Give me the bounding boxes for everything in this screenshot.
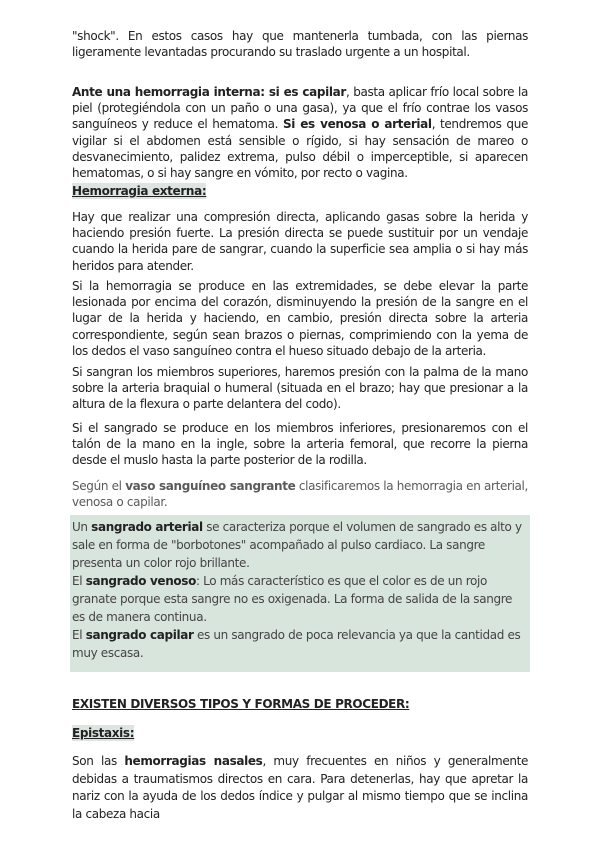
box-venoso-pre: El (72, 574, 86, 588)
bold-vaso-sangrante: vaso sanguíneo sangrante (125, 479, 296, 493)
bold-sangrado-capilar: sangrado capilar (85, 628, 194, 642)
text-clasif-1: Según el (72, 479, 126, 493)
paragraph-extremidades: Si la hemorragia se produce en las extremidades, se debe elevar la parte lesionada por encima del corazón, disminuyendo la presión de la sangre en el lugar de la herida y haciendo, en cambio, presión directa sobre la arteria correspondiente, según sean brazos o piernas, comprimiendo con la yema de los dedos el vaso sanguíneo contra el hueso situado debajo de la arteria. (72, 279, 528, 358)
box-capilar-pre: El (72, 628, 86, 642)
heading-externa-text: Hemorragia externa: (72, 184, 207, 198)
box-arterial (72, 518, 528, 572)
paragraph-compresion: Hay que realizar una compresión directa, aplicando gasas sobre la herida y haciendo presión fuerte. La presión directa se puede sustituir por un vendaje cuando la herida pare de sangrar, cuando la superficie sea amplia o si hay más heridos para atender. (72, 210, 528, 273)
text-interna-2: , tendremos que vigilar si el abdomen está sensible o rígido, si hay sensación de mareo o desvanecimiento, palidez extrema, pulso débil o imperceptible, si aparecen hematomas, o si hay sangre en vómito, por recto o vagina. (72, 117, 528, 181)
paragraph-clasificacion (72, 478, 528, 510)
text-epistaxis-1: Son las (72, 754, 125, 768)
box-capilar (72, 626, 528, 662)
highlight-box-tipos-sangrado (70, 515, 530, 672)
bold-venosa-arterial: Si es venosa o arterial (282, 117, 432, 132)
bold-sangrado-arterial: sangrado arterial (91, 520, 203, 534)
box-arterial-text: se caracteriza porque el volumen de sangrado es alto y sale en forma de "borbotones" acompañado al pulso cardiaco. La sangre presenta un color rojo brillante. (72, 520, 522, 570)
paragraph-epistaxis (72, 753, 528, 823)
box-venoso (72, 572, 528, 626)
paragraph-miembros-superiores: Si sangran los miembros superiores, haremos presión con la palma de la mano sobre la arteria braquial o humeral (situada en el brazo; hay que presionar a la altura de la flexura o parte delantera del codo). (72, 365, 528, 412)
bold-sangrado-venoso: sangrado venoso (85, 574, 196, 588)
box-venoso-text: : Lo más característico es que el color es de un rojo granate porque esta sangre no es oxigenada. La forma de salida de la sangre es de manera continua. (72, 574, 513, 624)
box-arterial-pre: Un (72, 520, 92, 534)
bold-interna-capilar: Ante una hemorragia interna: si es capilar (72, 85, 346, 99)
heading-epistaxis (72, 725, 528, 741)
paragraph-miembros-inferiores: Si el sangrado se produce en los miembros inferiores, presionaremos con el talón de la mano en la ingle, sobre la arteria femoral, que recorre la pierna desde el muslo hasta la parte posterior de la rodilla. (72, 421, 528, 468)
text-epistaxis-2: , muy frecuentes en niños y generalmente debidas a traumatismos directos en cara. Para detenerlas, hay que apretar la nariz con la ayuda de los dedos índice y pulgar al mismo tiempo que se inclina la cabeza hacia (72, 754, 528, 821)
heading-hemorragia-externa (72, 183, 528, 199)
heading-epistaxis-text: Epistaxis: (72, 726, 135, 740)
box-capilar-text: es un sangrado de poca relevancia ya que la cantidad es muy escasa. (72, 628, 521, 660)
heading-tipos-text: EXISTEN DIVERSOS TIPOS Y FORMAS DE PROCEDER: (72, 697, 410, 711)
text-clasif-2: clasificaremos la hemorragia en arterial, venosa o capilar. (72, 479, 529, 510)
bold-hemorragias-nasales: hemorragias nasales (124, 754, 263, 768)
paragraph-hemorragia-interna (72, 84, 528, 181)
paragraph-shock: "shock". En estos casos hay que mantenerla tumbada, con las piernas ligeramente levantadas procurando su traslado urgente a un hospital. (72, 29, 528, 60)
text-interna-1: , basta aplicar frío local sobre la piel (protegiéndola con un paño o una gasa), ya que el frío contrae los vasos sanguíneos y reduce el hematoma. (72, 85, 528, 132)
heading-tipos-formas (72, 696, 528, 712)
